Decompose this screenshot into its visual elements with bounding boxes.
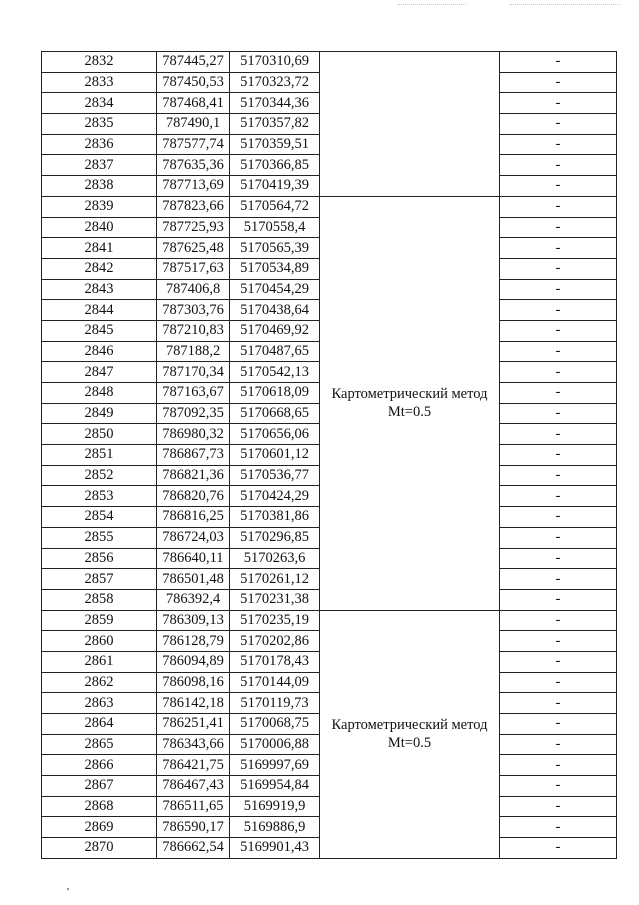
point-number-cell: 2869 [42, 817, 157, 838]
y-coordinate-cell: 5170231,38 [230, 589, 320, 610]
x-coordinate-cell: 786142,18 [157, 693, 230, 714]
accuracy-cell: - [500, 610, 617, 631]
y-coordinate-cell: 5170564,72 [230, 196, 320, 217]
x-coordinate-cell: 787625,48 [157, 238, 230, 259]
x-coordinate-cell: 786640,11 [157, 548, 230, 569]
x-coordinate-cell: 786867,73 [157, 445, 230, 466]
accuracy-cell: - [500, 176, 617, 197]
point-number-cell: 2849 [42, 403, 157, 424]
y-coordinate-cell: 5170558,4 [230, 217, 320, 238]
y-coordinate-cell: 5170261,12 [230, 569, 320, 590]
accuracy-cell: - [500, 72, 617, 93]
method-cell [320, 52, 500, 197]
point-number-cell: 2856 [42, 548, 157, 569]
accuracy-cell: - [500, 548, 617, 569]
x-coordinate-cell: 787163,67 [157, 383, 230, 404]
point-number-cell: 2853 [42, 486, 157, 507]
point-number-cell: 2836 [42, 134, 157, 155]
point-number-cell: 2860 [42, 631, 157, 652]
y-coordinate-cell: 5170068,75 [230, 714, 320, 735]
point-number-cell: 2861 [42, 651, 157, 672]
x-coordinate-cell: 786511,65 [157, 796, 230, 817]
y-coordinate-cell: 5170419,39 [230, 176, 320, 197]
y-coordinate-cell: 5170178,43 [230, 651, 320, 672]
accuracy-cell: - [500, 403, 617, 424]
x-coordinate-cell: 787635,36 [157, 155, 230, 176]
accuracy-cell: - [500, 693, 617, 714]
y-coordinate-cell: 5170144,09 [230, 672, 320, 693]
point-number-cell: 2840 [42, 217, 157, 238]
y-coordinate-cell: 5170263,6 [230, 548, 320, 569]
point-number-cell: 2867 [42, 776, 157, 797]
accuracy-cell: - [500, 776, 617, 797]
point-number-cell: 2870 [42, 838, 157, 859]
method-accuracy: Mt=0.5 [387, 735, 432, 752]
point-number-cell: 2848 [42, 383, 157, 404]
accuracy-cell: - [500, 93, 617, 114]
point-number-cell: 2846 [42, 341, 157, 362]
point-number-cell: 2852 [42, 465, 157, 486]
x-coordinate-cell: 786128,79 [157, 631, 230, 652]
x-coordinate-cell: 786980,32 [157, 424, 230, 445]
y-coordinate-cell: 5170381,86 [230, 507, 320, 528]
x-coordinate-cell: 786343,66 [157, 734, 230, 755]
y-coordinate-cell: 5170235,19 [230, 610, 320, 631]
y-coordinate-cell: 5170565,39 [230, 238, 320, 259]
table-row [42, 196, 617, 217]
accuracy-cell: - [500, 507, 617, 528]
method-name: Картометрический метод [331, 386, 488, 403]
accuracy-cell: - [500, 320, 617, 341]
x-coordinate-cell: 787303,76 [157, 300, 230, 321]
y-coordinate-cell: 5170618,09 [230, 383, 320, 404]
table-row [42, 610, 617, 631]
accuracy-cell: - [500, 672, 617, 693]
accuracy-cell: - [500, 631, 617, 652]
point-number-cell: 2839 [42, 196, 157, 217]
accuracy-cell: - [500, 196, 617, 217]
point-number-cell: 2842 [42, 258, 157, 279]
point-number-cell: 2858 [42, 589, 157, 610]
accuracy-cell: - [500, 527, 617, 548]
table-row [42, 52, 617, 73]
y-coordinate-cell: 5170310,69 [230, 52, 320, 73]
accuracy-cell: - [500, 238, 617, 259]
point-number-cell: 2835 [42, 114, 157, 135]
point-number-cell: 2868 [42, 796, 157, 817]
y-coordinate-cell: 5170359,51 [230, 134, 320, 155]
y-coordinate-cell: 5170668,65 [230, 403, 320, 424]
accuracy-cell: - [500, 445, 617, 466]
y-coordinate-cell: 5170323,72 [230, 72, 320, 93]
y-coordinate-cell: 5169919,9 [230, 796, 320, 817]
y-coordinate-cell: 5170296,85 [230, 527, 320, 548]
coordinates-table-body [42, 52, 617, 859]
x-coordinate-cell: 787713,69 [157, 176, 230, 197]
accuracy-cell: - [500, 755, 617, 776]
y-coordinate-cell: 5170469,92 [230, 320, 320, 341]
accuracy-cell: - [500, 838, 617, 859]
y-coordinate-cell: 5170656,06 [230, 424, 320, 445]
accuracy-cell: - [500, 134, 617, 155]
accuracy-cell: - [500, 651, 617, 672]
x-coordinate-cell: 787188,2 [157, 341, 230, 362]
x-coordinate-cell: 786820,76 [157, 486, 230, 507]
point-number-cell: 2837 [42, 155, 157, 176]
accuracy-cell: - [500, 300, 617, 321]
y-coordinate-cell: 5170601,12 [230, 445, 320, 466]
point-number-cell: 2833 [42, 72, 157, 93]
x-coordinate-cell: 787170,34 [157, 362, 230, 383]
y-coordinate-cell: 5170536,77 [230, 465, 320, 486]
coordinates-table [41, 51, 617, 859]
x-coordinate-cell: 787468,41 [157, 93, 230, 114]
y-coordinate-cell: 5170454,29 [230, 279, 320, 300]
point-number-cell: 2834 [42, 93, 157, 114]
point-number-cell: 2855 [42, 527, 157, 548]
scan-artifact-top [398, 4, 466, 7]
accuracy-cell: - [500, 258, 617, 279]
point-number-cell: 2847 [42, 362, 157, 383]
point-number-cell: 2838 [42, 176, 157, 197]
accuracy-cell: - [500, 217, 617, 238]
accuracy-cell: - [500, 362, 617, 383]
x-coordinate-cell: 786251,41 [157, 714, 230, 735]
x-coordinate-cell: 787450,53 [157, 72, 230, 93]
y-coordinate-cell: 5170542,13 [230, 362, 320, 383]
accuracy-cell: - [500, 589, 617, 610]
accuracy-cell: - [500, 714, 617, 735]
x-coordinate-cell: 786821,36 [157, 465, 230, 486]
x-coordinate-cell: 786501,48 [157, 569, 230, 590]
method-accuracy: Mt=0.5 [387, 404, 432, 421]
point-number-cell: 2862 [42, 672, 157, 693]
point-number-cell: 2866 [42, 755, 157, 776]
point-number-cell: 2865 [42, 734, 157, 755]
y-coordinate-cell: 5170487,65 [230, 341, 320, 362]
accuracy-cell: - [500, 155, 617, 176]
accuracy-cell: - [500, 114, 617, 135]
x-coordinate-cell: 787406,8 [157, 279, 230, 300]
x-coordinate-cell: 786392,4 [157, 589, 230, 610]
accuracy-cell: - [500, 424, 617, 445]
y-coordinate-cell: 5170006,88 [230, 734, 320, 755]
point-number-cell: 2859 [42, 610, 157, 631]
accuracy-cell: - [500, 279, 617, 300]
y-coordinate-cell: 5169886,9 [230, 817, 320, 838]
x-coordinate-cell: 787577,74 [157, 134, 230, 155]
point-number-cell: 2863 [42, 693, 157, 714]
y-coordinate-cell: 5170366,85 [230, 155, 320, 176]
x-coordinate-cell: 786590,17 [157, 817, 230, 838]
x-coordinate-cell: 786421,75 [157, 755, 230, 776]
x-coordinate-cell: 786467,43 [157, 776, 230, 797]
x-coordinate-cell: 787490,1 [157, 114, 230, 135]
point-number-cell: 2841 [42, 238, 157, 259]
accuracy-cell: - [500, 465, 617, 486]
y-coordinate-cell: 5170202,86 [230, 631, 320, 652]
y-coordinate-cell: 5170119,73 [230, 693, 320, 714]
accuracy-cell: - [500, 817, 617, 838]
x-coordinate-cell: 786309,13 [157, 610, 230, 631]
y-coordinate-cell: 5169997,69 [230, 755, 320, 776]
accuracy-cell: - [500, 383, 617, 404]
x-coordinate-cell: 787823,66 [157, 196, 230, 217]
y-coordinate-cell: 5170424,29 [230, 486, 320, 507]
x-coordinate-cell: 787445,27 [157, 52, 230, 73]
x-coordinate-cell: 787725,93 [157, 217, 230, 238]
point-number-cell: 2832 [42, 52, 157, 73]
y-coordinate-cell: 5170344,36 [230, 93, 320, 114]
y-coordinate-cell: 5170534,89 [230, 258, 320, 279]
point-number-cell: 2857 [42, 569, 157, 590]
y-coordinate-cell: 5170357,82 [230, 114, 320, 135]
x-coordinate-cell: 786816,25 [157, 507, 230, 528]
accuracy-cell: - [500, 734, 617, 755]
accuracy-cell: - [500, 341, 617, 362]
accuracy-cell: - [500, 52, 617, 73]
y-coordinate-cell: 5169954,84 [230, 776, 320, 797]
point-number-cell: 2843 [42, 279, 157, 300]
point-number-cell: 2845 [42, 320, 157, 341]
point-number-cell: 2844 [42, 300, 157, 321]
x-coordinate-cell: 787210,83 [157, 320, 230, 341]
method-cell [320, 196, 500, 610]
accuracy-cell: - [500, 569, 617, 590]
y-coordinate-cell: 5169901,43 [230, 838, 320, 859]
x-coordinate-cell: 787092,35 [157, 403, 230, 424]
scan-speck [67, 888, 69, 890]
point-number-cell: 2854 [42, 507, 157, 528]
scan-artifact-top-right [510, 4, 620, 7]
accuracy-cell: - [500, 796, 617, 817]
y-coordinate-cell: 5170438,64 [230, 300, 320, 321]
x-coordinate-cell: 787517,63 [157, 258, 230, 279]
x-coordinate-cell: 786094,89 [157, 651, 230, 672]
method-name: Картометрический метод [331, 717, 488, 734]
point-number-cell: 2850 [42, 424, 157, 445]
point-number-cell: 2851 [42, 445, 157, 466]
point-number-cell: 2864 [42, 714, 157, 735]
x-coordinate-cell: 786724,03 [157, 527, 230, 548]
x-coordinate-cell: 786098,16 [157, 672, 230, 693]
x-coordinate-cell: 786662,54 [157, 838, 230, 859]
accuracy-cell: - [500, 486, 617, 507]
method-cell [320, 610, 500, 858]
